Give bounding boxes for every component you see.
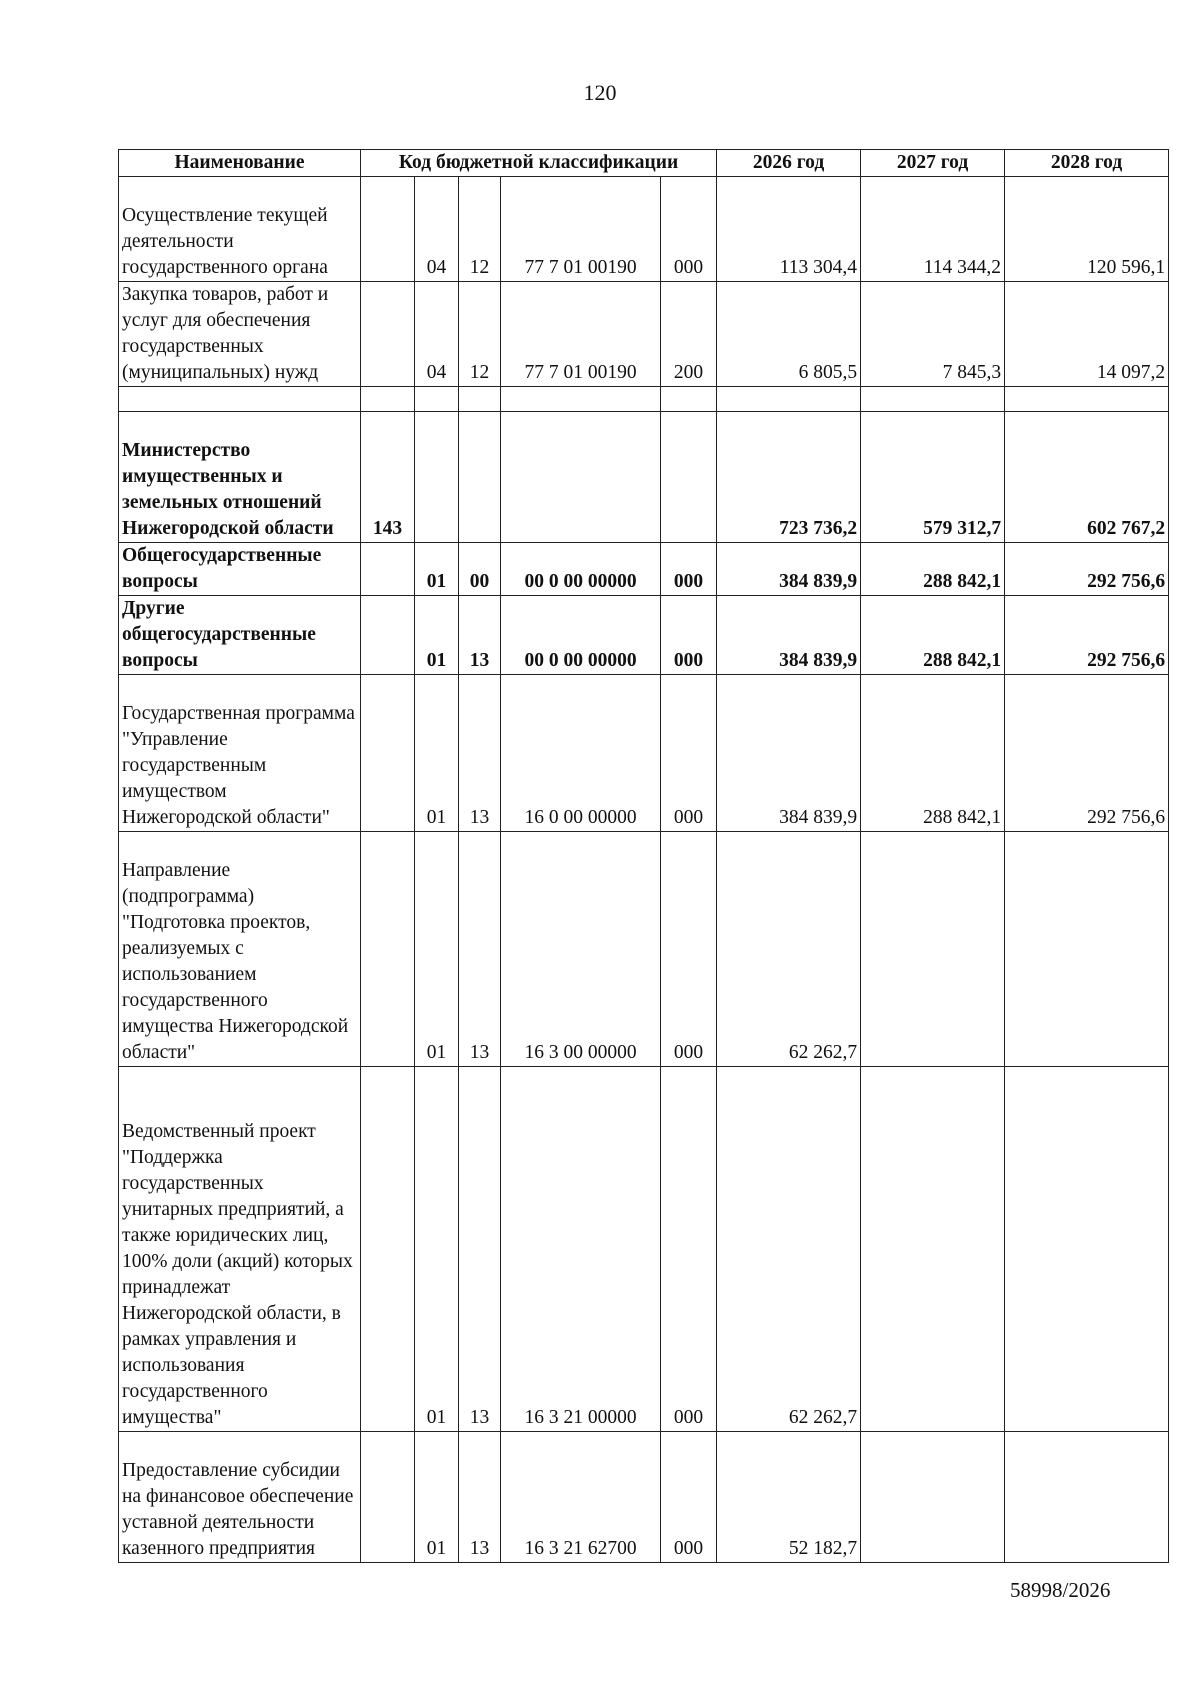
row-grbs <box>361 596 415 675</box>
table-row <box>119 596 1169 675</box>
row-vr: 000 <box>661 543 717 596</box>
row-2027: 288 842,1 <box>861 596 1005 675</box>
header-name: Наименование <box>119 150 361 177</box>
row-name: Другие общегосударственные вопросы <box>119 596 361 675</box>
table-header-row <box>119 150 1169 177</box>
row-vr <box>661 412 717 543</box>
row-vr: 000 <box>661 1432 717 1563</box>
budget-table <box>118 149 1169 1563</box>
row-pr: 00 <box>459 543 501 596</box>
row-2026: 384 839,9 <box>717 543 861 596</box>
row-vr: 000 <box>661 832 717 1067</box>
row-2026: 62 262,7 <box>717 1067 861 1432</box>
row-pr: 13 <box>459 1067 501 1432</box>
row-pr: 13 <box>459 832 501 1067</box>
row-name: Государственная программа "Управление государственным имуществом Нижегородской области" <box>119 675 361 832</box>
row-2028: 14 097,2 <box>1005 282 1169 387</box>
row-name: Направление (подпрограмма) "Подготовка проектов, реализуемых с использованием государственного имущества Нижегородской области" <box>119 832 361 1067</box>
page-number: 120 <box>583 80 617 105</box>
row-grbs <box>361 832 415 1067</box>
row-csr: 00 0 00 00000 <box>501 543 661 596</box>
table-row <box>119 1432 1169 1563</box>
row-2027 <box>861 1432 1005 1563</box>
row-2028 <box>1005 1432 1169 1563</box>
row-grbs <box>361 282 415 387</box>
row-grbs <box>361 1067 415 1432</box>
row-csr: 16 3 00 00000 <box>501 832 661 1067</box>
row-2028 <box>1005 832 1169 1067</box>
row-csr <box>501 412 661 543</box>
row-2027 <box>861 832 1005 1067</box>
row-2028: 292 756,6 <box>1005 675 1169 832</box>
row-rz: 01 <box>415 675 459 832</box>
row-2026: 62 262,7 <box>717 832 861 1067</box>
header-2026: 2026 год <box>717 150 861 177</box>
row-rz: 01 <box>415 1067 459 1432</box>
row-rz: 01 <box>415 1432 459 1563</box>
row-pr: 12 <box>459 282 501 387</box>
row-name: Осуществление текущей деятельности государственного органа <box>119 177 361 282</box>
row-2028: 292 756,6 <box>1005 543 1169 596</box>
row-vr: 000 <box>661 1067 717 1432</box>
row-name: Министерство имущественных и земельных отношений Нижегородской области <box>119 412 361 543</box>
row-pr: 13 <box>459 1432 501 1563</box>
row-csr: 77 7 01 00190 <box>501 177 661 282</box>
row-2026: 113 304,4 <box>717 177 861 282</box>
row-csr: 16 3 21 00000 <box>501 1067 661 1432</box>
row-2027: 114 344,2 <box>861 177 1005 282</box>
row-csr: 77 7 01 00190 <box>501 282 661 387</box>
row-grbs <box>361 177 415 282</box>
table-row <box>119 675 1169 832</box>
row-2027: 579 312,7 <box>861 412 1005 543</box>
row-2028: 120 596,1 <box>1005 177 1169 282</box>
row-rz <box>415 412 459 543</box>
row-grbs <box>361 543 415 596</box>
table-row <box>119 543 1169 596</box>
row-2027: 7 845,3 <box>861 282 1005 387</box>
row-vr: 000 <box>661 177 717 282</box>
header-2027: 2027 год <box>861 150 1005 177</box>
row-2026: 723 736,2 <box>717 412 861 543</box>
row-2027 <box>861 1067 1005 1432</box>
row-pr: 13 <box>459 675 501 832</box>
row-2026: 6 805,5 <box>717 282 861 387</box>
row-pr: 13 <box>459 596 501 675</box>
table-row <box>119 177 1169 282</box>
row-grbs <box>361 675 415 832</box>
row-name: Ведомственный проект "Поддержка государственных унитарных предприятий, а также юридических лиц, 100% доли (акций) которых принадлежат Нижегородской области, в рамках управления и использования государственного имущества" <box>119 1067 361 1432</box>
row-csr: 16 3 21 62700 <box>501 1432 661 1563</box>
row-2028: 292 756,6 <box>1005 596 1169 675</box>
row-rz: 01 <box>415 543 459 596</box>
row-2026: 384 839,9 <box>717 675 861 832</box>
row-pr <box>459 412 501 543</box>
row-csr: 16 0 00 00000 <box>501 675 661 832</box>
row-2026: 52 182,7 <box>717 1432 861 1563</box>
row-name: Предоставление субсидии на финансовое обеспечение уставной деятельности казенного предприятия <box>119 1432 361 1563</box>
row-grbs <box>361 1432 415 1563</box>
row-rz: 01 <box>415 832 459 1067</box>
row-name: Закупка товаров, работ и услуг для обеспечения государственных (муниципальных) нужд <box>119 282 361 387</box>
table-row <box>119 412 1169 543</box>
row-rz: 04 <box>415 282 459 387</box>
row-grbs: 143 <box>361 412 415 543</box>
row-rz: 01 <box>415 596 459 675</box>
row-name: Общегосударственные вопросы <box>119 543 361 596</box>
row-csr: 00 0 00 00000 <box>501 596 661 675</box>
row-2026: 384 839,9 <box>717 596 861 675</box>
row-2027: 288 842,1 <box>861 543 1005 596</box>
header-2028: 2028 год <box>1005 150 1169 177</box>
header-code: Код бюджетной классификации <box>361 150 717 177</box>
empty-row <box>119 387 1169 412</box>
row-2028: 602 767,2 <box>1005 412 1169 543</box>
table-row <box>119 1067 1169 1432</box>
document-number: 58998/2026 <box>1010 1578 1111 1602</box>
row-vr: 200 <box>661 282 717 387</box>
table-row <box>119 282 1169 387</box>
row-2028 <box>1005 1067 1169 1432</box>
table-row <box>119 832 1169 1067</box>
row-2027: 288 842,1 <box>861 675 1005 832</box>
row-rz: 04 <box>415 177 459 282</box>
row-vr: 000 <box>661 596 717 675</box>
row-pr: 12 <box>459 177 501 282</box>
row-vr: 000 <box>661 675 717 832</box>
